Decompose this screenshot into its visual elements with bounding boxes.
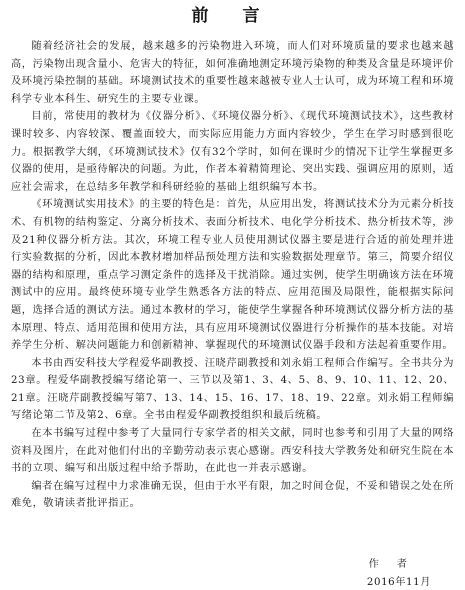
signature-date: 2016年11月 xyxy=(366,577,431,588)
paragraph-disclaimer: 编者在编写过程中力求准确无误，但由于水平有限，加之时间仓促，不妥和错误之处在所难免，敬请读者批评指正。 xyxy=(11,480,454,510)
preface-body xyxy=(11,38,454,513)
paragraph-features: 《环境测试实用技术》的主要的特色是：首先，从应用出发，将测试技术分为元素分析技术、有机物的结构鉴定、分离分析技术、表面分析技术、电化学分析技术、热分析技术等，涉及21种仪器分析方法。其次，环境工程专业人员使用测试仪器主要是进行合适的前处理并进行实验数据的分析，因此本教材增加样品预处理方法和实验数据处理章节。第三，简要介绍仪器的结构和原理，重点学习测定条件的选择及干扰消除。通过实例，使学生明确该方法在环境测试中的应用。最终使环境专业学生熟悉各方法的特点、应用范围及局限性，能根据实际问题，选择合适的测试方法。通过本教材的学习，能使学生掌握各种环境测试仪器分析方法的基本原理、特点、适用范围和使用方法，具有应用环境测试仪器进行分析操作的基本技能。对培养学生分析、解决问题能力和创新精神、掌握现代的环境测试仪器手段和方法起着重要作用。 xyxy=(11,199,454,352)
paragraph-acknowledgements: 在本书编写过程中参考了大量同行专家学者的相关文献，同时也参考和引用了大量的网络资料及图片，在此对他们付出的辛勤劳动表示衷心感谢。西安科技大学教务处和研究生院在本书的立项、编写和出版过程中给予帮助，在此也一并表示感谢。 xyxy=(11,428,454,475)
page-title: 前 言 xyxy=(191,6,274,26)
paragraph-authorship: 本书由西安科技大学程爱华副教授、汪晓芹副教授和刘永娟工程师合作编写。全书共分为23章。程爱华副教授编写绪论第一、三节以及第1、3、4、5、8、9、10、11、12、20、21章。汪晓芹副教授编写第7、13、14、15、16、17、18、19、22章。刘永娟工程师编写绪论第二节及第2、6章。全书由程爱华副教授组织和最后统稿。 xyxy=(11,357,454,422)
signature-author: 作者 xyxy=(368,559,425,570)
paragraph-motivation: 目前，常使用的教材为《仪器分析》、《环境仪器分析》、《现代环境测试技术》，这些教材课时较多、内容较深、覆盖面较大，而实际应用能力方面内容较少，学生在学习时感到很吃力。根据教学大纲，《环境测试技术》仅有32个学时，如何在课时少的情况下让学生掌握更多仪器的使用，是亟待解决的问题。为此，作者本着精简理论、突出实践、强调应用的原则，适应社会需求，在总结多年教学和科研经验的基础上组织编写本书。 xyxy=(11,111,454,193)
paragraph-background: 随着经济社会的发展，越来越多的污染物进入环境，而人们对环境质量的要求也越来越高，污染物出现含量小、危害大的特征，如何准确地测定环境污染物的种类及含量是环境评价及环境污染控制的基础。环境测试技术的重要性越来越被专业人士认可，成为环境工程和环境科学专业本科生、研究生的主要专业课。 xyxy=(11,41,454,105)
